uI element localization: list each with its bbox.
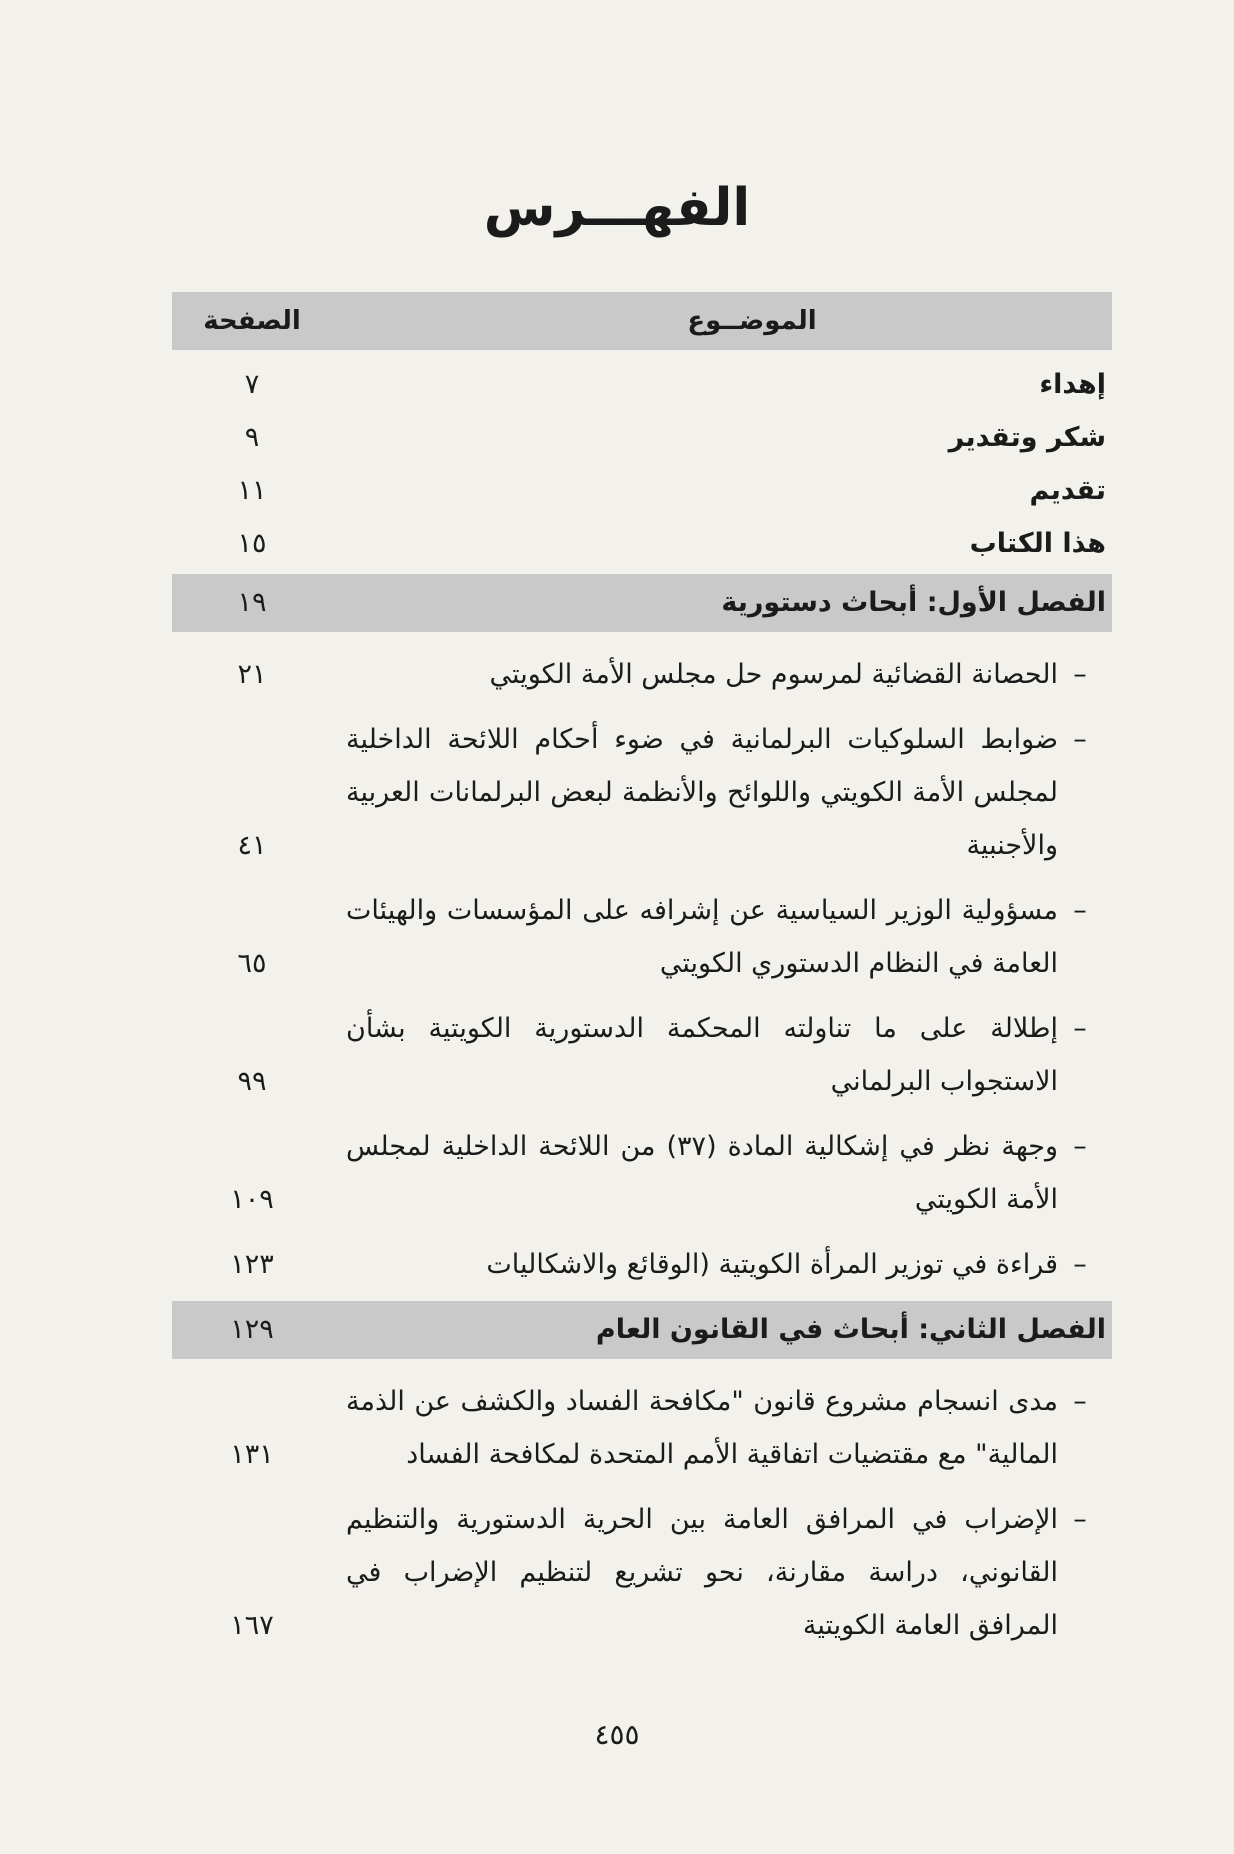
toc-entry	[172, 517, 1112, 570]
dash-bullet: –	[1073, 1386, 1087, 1417]
toc-subentry	[172, 642, 1112, 707]
page-title: الفهـــرس	[483, 178, 751, 238]
subentry-title: مسؤولية الوزير السياسية عن إشرافه على المؤسسات والهيئات العامة في النظام الدستوري الكويتي	[346, 895, 1058, 979]
dash-bullet: –	[1073, 1131, 1087, 1162]
subentry-title: وجهة نظر في إشكالية المادة (٣٧) من اللائحة الداخلية لمجلس الأمة الكويتي	[346, 1131, 1058, 1215]
dash-bullet: –	[1073, 1013, 1087, 1044]
entry-title: شكر وتقدير	[948, 422, 1106, 453]
entry-page: ٩	[244, 422, 260, 453]
subentry-title: ضوابط السلوكيات البرلمانية في ضوء أحكام اللائحة الداخلية لمجلس الأمة الكويتي واللوائح والأنظمة لبعض البرلمانات العربية والأجنبية	[346, 724, 1058, 861]
page-number: ٤٥٥	[594, 1718, 640, 1751]
subentry-body	[332, 878, 1112, 996]
subentry-body	[332, 1369, 1112, 1487]
chapter-title: الفصل الثاني: أبحاث في القانون العام	[595, 1314, 1106, 1345]
entry-title: هذا الكتاب	[969, 528, 1106, 559]
dash-bullet: –	[1073, 895, 1087, 926]
toc-subentry	[172, 1232, 1112, 1297]
subentry-page: ١٣١	[230, 1439, 274, 1470]
chapter-heading	[172, 574, 1112, 632]
subentry-title: قراءة في توزير المرأة الكويتية (الوقائع والاشكاليات	[486, 1249, 1058, 1280]
entry-page: ١٥	[237, 528, 267, 559]
subentry-body	[332, 996, 1112, 1114]
subentry-body	[332, 1487, 1112, 1658]
subentry-body	[332, 1232, 1112, 1297]
subentry-page: ١٦٧	[230, 1610, 274, 1641]
entry-title: إهداء	[1039, 369, 1106, 400]
chapter-page: ١٢٩	[230, 1314, 274, 1345]
subentry-body	[332, 1114, 1112, 1232]
toc-entry	[172, 358, 1112, 411]
subentry-page: ١٢٣	[230, 1249, 274, 1280]
entry-page: ٧	[244, 369, 260, 400]
toc-subentry	[172, 1114, 1112, 1232]
topic-column-header: الموضــوع	[687, 306, 817, 336]
page-column-header: الصفحة	[203, 306, 301, 336]
chapter-heading	[172, 1301, 1112, 1359]
subentry-page: ٩٩	[237, 1066, 267, 1097]
table-of-contents	[172, 292, 1112, 1658]
toc-entry	[172, 464, 1112, 517]
subentry-title: الإضراب في المرافق العامة بين الحرية الدستورية والتنظيم القانوني، دراسة مقارنة، نحو تشريع لتنظيم الإضراب في المرافق العامة الكويتية	[346, 1504, 1058, 1641]
entry-page: ١١	[237, 475, 267, 506]
subentry-page: ٦٥	[237, 948, 267, 979]
chapter-title: الفصل الأول: أبحاث دستورية	[721, 587, 1106, 618]
subentry-page: ٤١	[237, 830, 267, 861]
subentry-title: الحصانة القضائية لمرسوم حل مجلس الأمة الكويتي	[489, 659, 1058, 690]
toc-subentry	[172, 878, 1112, 996]
subentry-page: ١٠٩	[230, 1184, 274, 1215]
toc-subentry	[172, 1369, 1112, 1487]
chapter-page: ١٩	[237, 587, 267, 618]
toc-header	[172, 292, 1112, 350]
dash-bullet: –	[1073, 1249, 1087, 1280]
toc-subentry	[172, 996, 1112, 1114]
subentry-page: ٢١	[237, 659, 267, 690]
dash-bullet: –	[1073, 1504, 1087, 1535]
subentry-body	[332, 707, 1112, 878]
dash-bullet: –	[1073, 659, 1087, 690]
subentry-body	[332, 642, 1112, 707]
toc-subentry	[172, 707, 1112, 878]
toc-entry	[172, 411, 1112, 464]
dash-bullet: –	[1073, 724, 1087, 755]
toc-subentry	[172, 1487, 1112, 1658]
subentry-title: إطلالة على ما تناولته المحكمة الدستورية الكويتية بشأن الاستجواب البرلماني	[346, 1013, 1058, 1097]
subentry-title: مدى انسجام مشروع قانون "مكافحة الفساد والكشف عن الذمة المالية" مع مقتضيات اتفاقية الأمم المتحدة لمكافحة الفساد	[346, 1386, 1058, 1470]
entry-title: تقديم	[1029, 475, 1106, 506]
